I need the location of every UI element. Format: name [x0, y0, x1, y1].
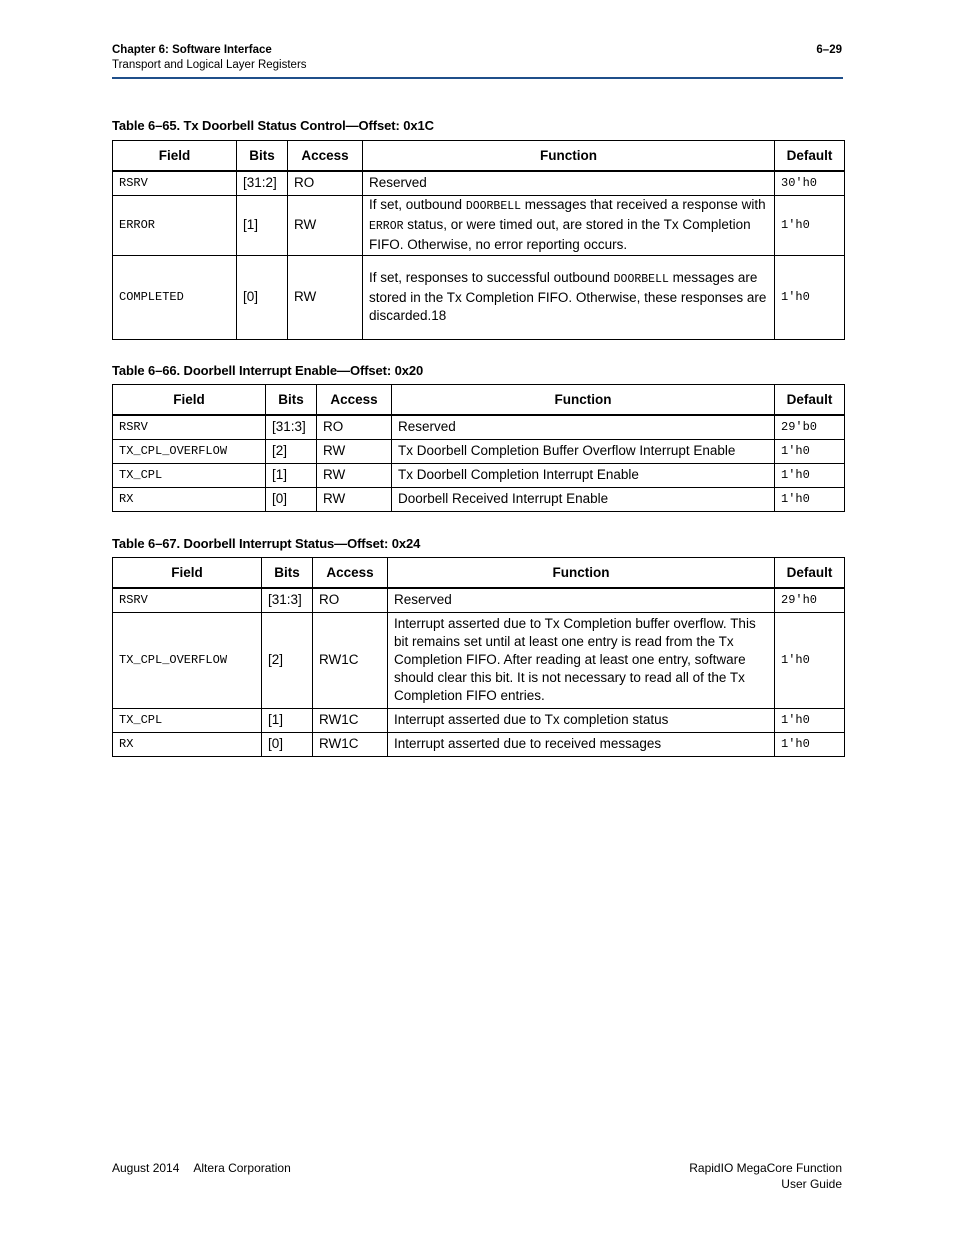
field-cell: TX_CPL_OVERFLOW: [113, 439, 266, 463]
table-6-66: [112, 384, 845, 512]
col-default: Default: [775, 141, 845, 172]
product-name: RapidIO MegaCore Function: [689, 1161, 842, 1175]
field-cell: TX_CPL: [113, 463, 266, 487]
function-text: If set, outbound: [369, 197, 466, 212]
signal-name: ERROR: [369, 220, 404, 233]
access-cell: RW: [288, 195, 363, 255]
default-cell: 29'h0: [775, 588, 845, 612]
table-6-67: [112, 557, 845, 757]
default-cell: 1'h0: [775, 439, 845, 463]
signal-name: DOORBELL: [613, 273, 669, 286]
function-cell: Interrupt asserted due to Tx completion status: [388, 708, 775, 732]
publication-date: August 2014: [112, 1161, 180, 1175]
access-cell: RW1C: [313, 732, 388, 756]
col-default: Default: [775, 385, 845, 416]
bits-cell: [0]: [262, 732, 313, 756]
col-field: Field: [113, 141, 237, 172]
function-cell: Reserved: [392, 415, 775, 439]
footer-right: [689, 1160, 842, 1192]
bits-cell: [1]: [237, 195, 288, 255]
function-cell: Doorbell Received Interrupt Enable: [392, 487, 775, 511]
signal-name: DOORBELL: [465, 200, 522, 213]
col-bits: Bits: [266, 385, 317, 416]
page-number: 6–29: [816, 44, 842, 56]
field-cell: RSRV: [113, 588, 262, 612]
section-title: Transport and Logical Layer Registers: [112, 59, 307, 71]
function-cell: Tx Doorbell Completion Interrupt Enable: [392, 463, 775, 487]
function-text: messages that received a response with: [521, 197, 766, 212]
access-cell: RO: [288, 171, 363, 195]
access-cell: RW: [288, 255, 363, 339]
table-row: [113, 732, 845, 756]
bits-cell: [31:3]: [266, 415, 317, 439]
table-row: [113, 463, 845, 487]
col-default: Default: [775, 558, 845, 589]
bits-cell: [31:3]: [262, 588, 313, 612]
function-text: status, or were timed out, are stored in the Tx Completion FIFO. Otherwise, no error reporting occurs.: [369, 217, 751, 252]
running-header: [112, 43, 307, 73]
bits-cell: [1]: [266, 463, 317, 487]
default-cell: 1'h0: [775, 255, 845, 339]
bits-cell: [2]: [262, 612, 313, 708]
function-cell: [363, 195, 775, 255]
access-cell: RW1C: [313, 708, 388, 732]
header-rule: [112, 77, 843, 79]
function-cell: Interrupt asserted due to received messages: [388, 732, 775, 756]
function-cell: Reserved: [363, 171, 775, 195]
function-cell: Tx Doorbell Completion Buffer Overflow Interrupt Enable: [392, 439, 775, 463]
chapter-title: Chapter 6: Software Interface: [112, 44, 272, 56]
default-cell: 29'b0: [775, 415, 845, 439]
bits-cell: [2]: [266, 439, 317, 463]
bits-cell: [0]: [237, 255, 288, 339]
function-cell: Interrupt asserted due to Tx Completion buffer overflow. This bit remains set until at least one entry is read from the Tx Completion FIFO. After reading at least one entry, software should clear this bit. It is not necessary to read all of the Tx Completion FIFO entries.: [388, 612, 775, 708]
table-row: [113, 171, 845, 195]
access-cell: RW: [317, 487, 392, 511]
field-cell: ERROR: [113, 195, 237, 255]
table-row: [113, 588, 845, 612]
col-bits: Bits: [262, 558, 313, 589]
table-header-row: [113, 558, 845, 589]
default-cell: 1'h0: [775, 195, 845, 255]
bits-cell: [1]: [262, 708, 313, 732]
table-row: [113, 195, 845, 255]
table-6-65: [112, 140, 845, 340]
field-cell: TX_CPL: [113, 708, 262, 732]
default-cell: 1'h0: [775, 732, 845, 756]
col-function: Function: [363, 141, 775, 172]
default-cell: 1'h0: [775, 463, 845, 487]
field-cell: TX_CPL_OVERFLOW: [113, 612, 262, 708]
default-cell: 1'h0: [775, 487, 845, 511]
company-name: Altera Corporation: [193, 1161, 291, 1175]
table-caption-6-66: Table 6–66. Doorbell Interrupt Enable—Offset: 0x20: [112, 363, 424, 378]
field-cell: RX: [113, 487, 266, 511]
table-caption-6-65: Table 6–65. Tx Doorbell Status Control—Offset: 0x1C: [112, 118, 434, 133]
footer-left: [112, 1160, 291, 1176]
bits-cell: [0]: [266, 487, 317, 511]
col-function: Function: [388, 558, 775, 589]
access-cell: RW: [317, 463, 392, 487]
default-cell: 30'h0: [775, 171, 845, 195]
access-cell: RO: [317, 415, 392, 439]
col-access: Access: [313, 558, 388, 589]
table-row: [113, 439, 845, 463]
table-row: [113, 612, 845, 708]
table-header-row: [113, 385, 845, 416]
function-cell: [363, 255, 775, 339]
table-row: [113, 255, 845, 339]
table-row: [113, 487, 845, 511]
col-field: Field: [113, 385, 266, 416]
table-header-row: [113, 141, 845, 172]
table-row: [113, 708, 845, 732]
col-field: Field: [113, 558, 262, 589]
field-cell: COMPLETED: [113, 255, 237, 339]
col-bits: Bits: [237, 141, 288, 172]
col-function: Function: [392, 385, 775, 416]
bits-cell: [31:2]: [237, 171, 288, 195]
field-cell: RSRV: [113, 171, 237, 195]
function-text: If set, responses to successful outbound: [369, 270, 614, 285]
table-row: [113, 415, 845, 439]
default-cell: 1'h0: [775, 708, 845, 732]
access-cell: RW1C: [313, 612, 388, 708]
function-text: messages are stored in the Tx Completion FIFO. Otherwise, these responses are discarded.18: [369, 270, 767, 323]
function-cell: Reserved: [388, 588, 775, 612]
access-cell: RO: [313, 588, 388, 612]
default-cell: 1'h0: [775, 612, 845, 708]
col-access: Access: [317, 385, 392, 416]
field-cell: RSRV: [113, 415, 266, 439]
col-access: Access: [288, 141, 363, 172]
table-caption-6-67: Table 6–67. Doorbell Interrupt Status—Offset: 0x24: [112, 536, 421, 551]
access-cell: RW: [317, 439, 392, 463]
field-cell: RX: [113, 732, 262, 756]
document-type: User Guide: [781, 1177, 842, 1191]
